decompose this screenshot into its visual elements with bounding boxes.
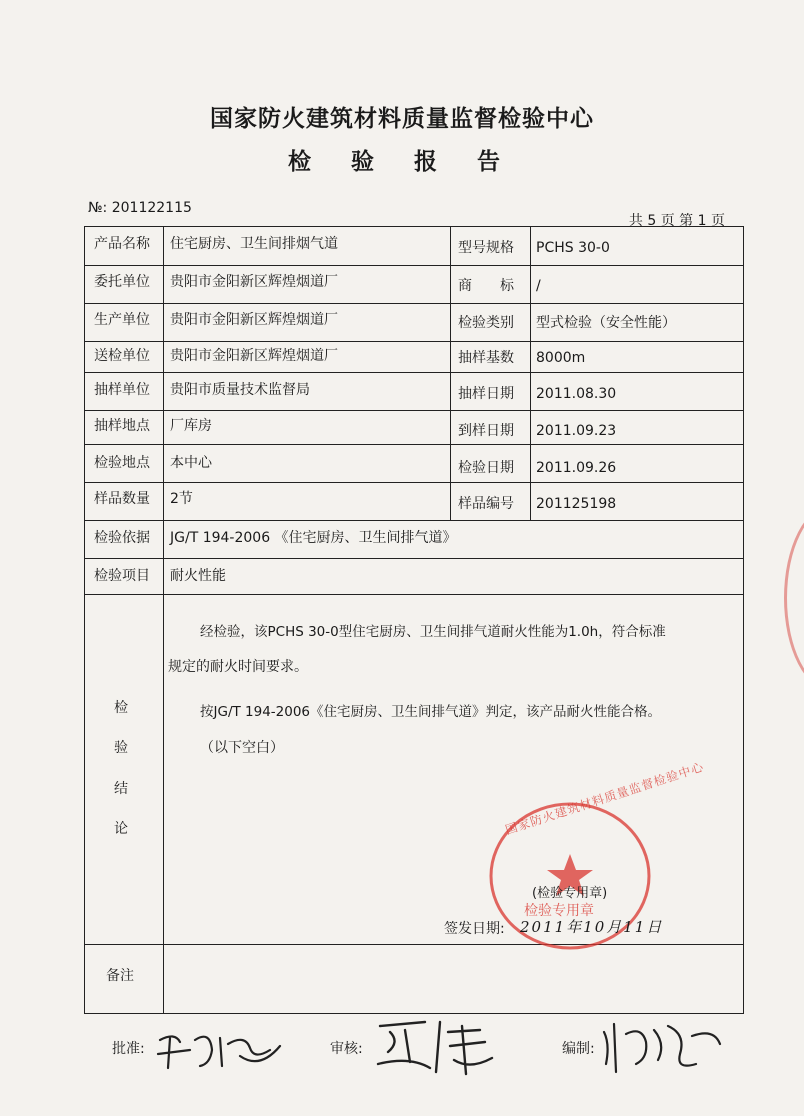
test-date-value: 2011.09.26 xyxy=(536,460,617,476)
conclusion-label-char: 验 xyxy=(114,740,128,756)
sample-date-value: 2011.08.30 xyxy=(536,386,617,402)
inspection-type-value: 型式检验（安全性能） xyxy=(536,315,676,331)
test-place-label: 检验地点 xyxy=(94,455,150,471)
conclusion-line: 规定的耐火时间要求。 xyxy=(168,659,308,675)
sample-place-label: 抽样地点 xyxy=(94,418,150,434)
sample-base-value: 8000m xyxy=(536,350,586,366)
col-divider xyxy=(450,226,451,520)
brand-value: / xyxy=(536,278,541,294)
row-divider xyxy=(84,341,744,342)
sample-date-label: 抽样日期 xyxy=(458,386,514,402)
issue-date-value: 2011年10月11日 xyxy=(520,918,664,936)
report-org-title: 国家防火建筑材料质量监督检验中心 xyxy=(210,106,594,132)
manufacturer-label: 生产单位 xyxy=(94,312,150,328)
product-name-label: 产品名称 xyxy=(94,236,150,252)
review-label: 审核: xyxy=(330,1041,363,1057)
row-divider xyxy=(84,558,744,559)
model-label: 型号规格 xyxy=(458,240,514,256)
model-value: PCHS 30-0 xyxy=(536,240,610,256)
arrival-date-value: 2011.09.23 xyxy=(536,423,617,439)
report-number: №: 201122115 xyxy=(88,200,192,216)
sample-base-label: 抽样基数 xyxy=(458,350,514,366)
stamp-ring-text: 国家防火建筑材料质量监督检验中心 xyxy=(503,759,706,838)
sample-no-value: 201125198 xyxy=(536,496,617,512)
report-title: 检 验 报 告 xyxy=(287,149,517,175)
sample-place-value: 厂库房 xyxy=(170,418,212,434)
page-count: 共 5 页 第 1 页 xyxy=(628,213,725,229)
row-divider xyxy=(84,482,744,483)
sample-qty-value: 2节 xyxy=(170,491,193,507)
row-divider xyxy=(84,520,744,521)
conclusion-line: 按JG/T 194-2006《住宅厨房、卫生间排气道》判定，该产品耐火性能合格。 xyxy=(200,704,662,720)
brand-label: 商 标 xyxy=(458,278,514,294)
client-value: 贵阳市金阳新区辉煌烟道厂 xyxy=(170,274,338,290)
items-value: 耐火性能 xyxy=(170,568,226,584)
manufacturer-value: 贵阳市金阳新区辉煌烟道厂 xyxy=(170,312,338,328)
reviewer-signature xyxy=(370,1012,500,1082)
basis-label: 检验依据 xyxy=(94,530,150,546)
compiler-signature xyxy=(596,1014,726,1080)
approver-signature xyxy=(150,1020,290,1076)
approve-label: 批准: xyxy=(112,1041,145,1057)
col-divider xyxy=(163,226,164,1014)
test-date-label: 检验日期 xyxy=(458,460,514,476)
compile-label: 编制: xyxy=(562,1041,595,1057)
product-name-value: 住宅厨房、卫生间排烟气道 xyxy=(170,236,338,252)
row-divider xyxy=(84,303,744,304)
sender-label: 送检单位 xyxy=(94,348,150,364)
issue-date-label: 签发日期: xyxy=(444,921,505,937)
items-label: 检验项目 xyxy=(94,568,150,584)
stamp-bottom-text: 检验专用章 xyxy=(524,903,594,919)
conclusion-line: 经检验，该PCHS 30-0型住宅厨房、卫生间排气道耐火性能为1.0h，符合标准 xyxy=(200,624,666,640)
partial-seal xyxy=(784,505,804,691)
test-place-value: 本中心 xyxy=(170,455,212,471)
col-divider xyxy=(530,226,531,520)
conclusion-line: （以下空白） xyxy=(200,740,284,756)
sample-qty-label: 样品数量 xyxy=(94,491,150,507)
arrival-date-label: 到样日期 xyxy=(458,423,514,439)
row-divider xyxy=(84,444,744,445)
row-divider xyxy=(84,594,744,595)
client-label: 委托单位 xyxy=(94,274,150,290)
sampler-value: 贵阳市质量技术监督局 xyxy=(170,382,310,398)
sampler-label: 抽样单位 xyxy=(94,382,150,398)
row-divider xyxy=(84,410,744,411)
sample-no-label: 样品编号 xyxy=(458,496,514,512)
row-divider xyxy=(84,265,744,266)
stamp-note: (检验专用章) xyxy=(532,886,608,901)
remarks-label: 备注 xyxy=(106,968,134,984)
row-divider xyxy=(84,372,744,373)
conclusion-label-char: 论 xyxy=(114,821,128,837)
inspection-type-label: 检验类别 xyxy=(458,315,514,331)
basis-value: JG/T 194-2006 《住宅厨房、卫生间排气道》 xyxy=(170,530,457,546)
conclusion-label-char: 检 xyxy=(114,700,128,716)
conclusion-label-char: 结 xyxy=(114,781,128,797)
sender-value: 贵阳市金阳新区辉煌烟道厂 xyxy=(170,348,338,364)
